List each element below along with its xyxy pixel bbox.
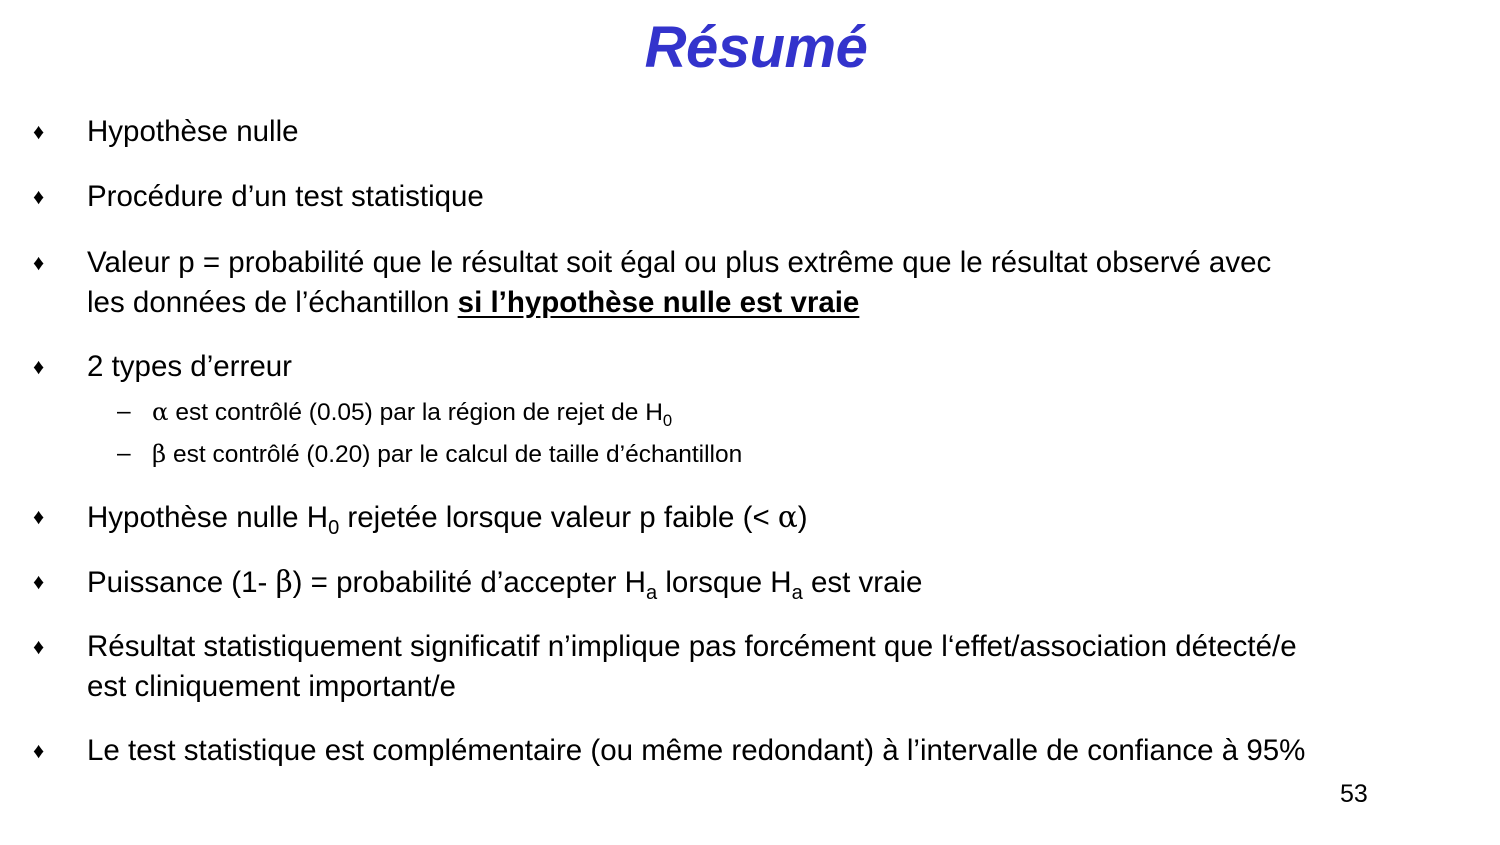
bullet-text: 2 types d’erreur	[87, 350, 292, 383]
diamond-bullet-icon: ♦	[33, 250, 45, 275]
bullet-text: Procédure d’un test statistique	[87, 180, 484, 213]
page-number: 53	[1340, 780, 1368, 808]
bullet-text: Hypothèse nulle	[87, 115, 299, 148]
bullet-text-line1: Résultat statistiquement significatif n’implique pas forcément que l‘effet/association détecté/e	[87, 630, 1297, 663]
emphasized-text: si l’hypothèse nulle est vraie	[457, 286, 860, 319]
diamond-bullet-icon: ♦	[33, 119, 45, 144]
sub-item-text: α est contrôlé (0.05) par la région de rejet de $H_0$	[152, 397, 673, 430]
bullet-text: Le test statistique est complémentaire (ou même redondant) à l’intervalle de confiance à 95%	[87, 734, 1306, 767]
plain-text: les données de l’échantillon	[87, 286, 458, 319]
diamond-bullet-icon: ♦	[33, 184, 45, 209]
bullet-text: Hypothèse nulle $H_0$ rejetée lorsque valeur p faible (< α)	[87, 500, 808, 540]
alpha-symbol: α	[777, 500, 798, 534]
diamond-bullet-icon: ♦	[33, 504, 45, 529]
alpha-symbol: α	[152, 397, 169, 426]
beta-symbol: β	[275, 565, 293, 599]
sub-item-text: β est contrôlé (0.20) par le calcul de taille d’échantillon	[152, 439, 743, 468]
diamond-bullet-icon: ♦	[33, 569, 45, 594]
diamond-bullet-icon: ♦	[33, 354, 45, 379]
bullet-text: Puissance (1- β) = probabilité d’accepter $H_a$ lorsque $H_a$ est vraie	[87, 565, 923, 605]
bullet-text-line2: est cliniquement important/e	[87, 670, 456, 703]
beta-symbol: β	[152, 439, 167, 468]
slide-title: Résumé	[644, 15, 868, 80]
dash-bullet-icon: –	[117, 398, 131, 425]
diamond-bullet-icon: ♦	[33, 634, 45, 659]
bullet-text-line1: Valeur p = probabilité que le résultat soit égal ou plus extrême que le résultat observé avec	[87, 246, 1272, 279]
diamond-bullet-icon: ♦	[33, 738, 45, 763]
dash-bullet-icon: –	[117, 440, 131, 467]
bullet-text-line2	[87, 283, 1487, 323]
